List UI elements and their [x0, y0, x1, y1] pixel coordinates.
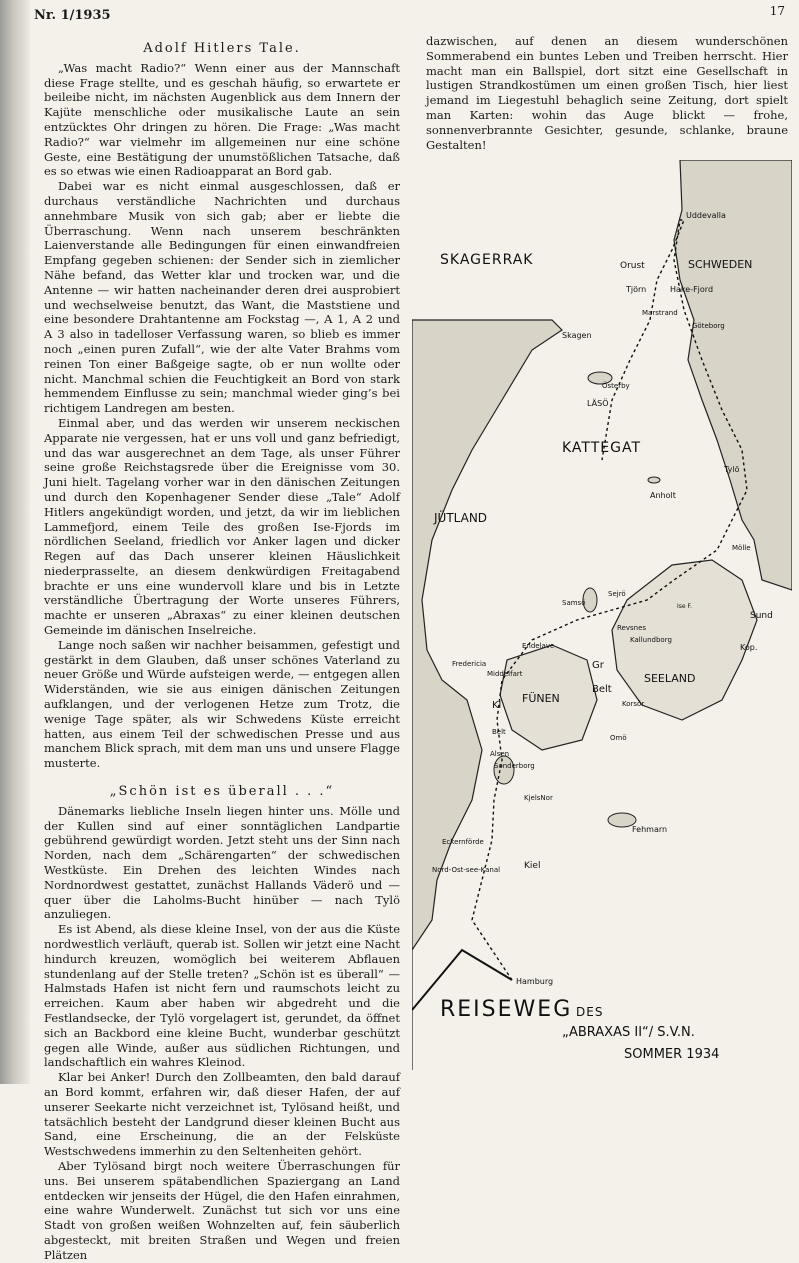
- place-eckernforde: Eckernförde: [442, 838, 484, 846]
- place-alsen: Alsen: [490, 750, 510, 758]
- map-caption-title: REISEWEG: [440, 997, 573, 1022]
- paragraph: Einmal aber, und das werden wir unserem neckischen Apparate nie vergessen, hat er uns voll und ganz befriedigt, und das war ausgerechnet an dem Tage, als unser Führer seine große Reichstagsrede über die Ereignisse vom 30. Juni hielt. Tagelang vorher war in den dänischen Zeitungen und durch den Kopenhagener Sender diese „Tale“ Adolf Hitlers angekündigt worden, und jetzt, da wir im lieblichen Lammefjord, einem Teile des großen Ise-Fjords im nördlichen Seeland, friedlich vor Anker lagen und dicker Regen auf das Dach unserer kleinen Häuslichkeit niederprasselte, an diesem denkwürdigen Freitagabend brachte er uns eine wundervoll klare und bis in Letzte verständliche Übertragung der Worte unseres Führers, machte er unseren „Abraxas“ zu einer kleinen deutschen Gemeinde im dänischen Inselreiche.: [44, 415, 400, 638]
- sweden-coastline: [674, 160, 792, 590]
- map-caption-vessel: „ABRAXAS II“/ S.V.N.: [562, 1025, 695, 1040]
- map-caption-date: SOMMER 1934: [624, 1047, 720, 1062]
- place-sund: Sund: [750, 611, 773, 621]
- place-fredericia: Fredericia: [452, 660, 487, 668]
- paragraph: „Was macht Radio?“ Wenn einer aus der Mannschaft diese Frage stellte, und es geschah häufig, so erwartete er beileibe nicht, im nächsten Augenblick aus dem Innern der Kajüte menschliche oder musikalische Laute an sein entzücktes Ohr dringen zu hören. Die Frage: „Was macht Radio?“ war vielmehr im allgemeinen nur eine schöne Geste, eine Bestätigung der unumstößlichen Tatsache, daß es so etwas wie einen Radioapparat an Bord gab.: [44, 60, 400, 179]
- place-korsor: Korsör: [622, 700, 645, 708]
- place-tylo: Tylö: [724, 465, 740, 474]
- place-anholt: Anholt: [650, 491, 676, 500]
- route-map-svg: [412, 160, 792, 1070]
- place-kop: Kop.: [740, 643, 758, 652]
- section-title: „Schön ist es überall . . .“: [109, 784, 335, 800]
- alsen-island: [494, 756, 514, 784]
- paragraph: Aber Tylösand birgt noch weitere Überraschungen für uns. Bei unserem spätabendlichen Spaziergang an Land entdecken wir jenseits der Hügel, die den Hafen einrahmen, eine wahre Wunderwelt. Zunächst tut sich vor uns eine Stadt von großen weißen Wohnzelten auf, fein säuberlich abgesteckt, mit breiten Straßen und Wegen und freien Plätzen: [44, 1158, 400, 1262]
- label-kattegat: KATTEGAT: [562, 440, 642, 456]
- place-goteborg: Göteborg: [692, 322, 725, 330]
- paragraph: Lange noch saßen wir nachher beisammen, gefestigt und gestärkt in dem Glauben, daß unser schönes Vaterland zu neuer Größe und Würde aufsteigen werde, — entgegen allen Widerständen, wie sie aus einigen dänischen Zeitungen aufklangen, und der verlogenen Hetze zum Trotz, die wenige Tage später, als wir Schwedens Küste erreicht hatten, aus einem Teil der schwedischen Presse und aus manchem Blick sprach, mit dem man uns und unsere Flagge musterte.: [44, 637, 400, 771]
- label-seeland: SEELAND: [644, 672, 696, 685]
- label-jutland: JÜTLAND: [434, 511, 488, 525]
- anholt-island: [648, 477, 660, 483]
- paragraph: Klar bei Anker! Durch den Zollbeamten, den bald darauf an Bord kommt, erfahren wir, daß dieser Hafen, der auf unserer Seekarte nicht verzeichnet ist, Tylösand heißt, und tatsächlich besteht der Landgrund dieser kleinen Bucht aus Sand, eine Erscheinung, die an der Felsküste Westschwedens immerhin zu den Seltenheiten gehört.: [44, 1070, 400, 1159]
- place-omo: Omö: [610, 734, 627, 742]
- place-orust: Orust: [620, 261, 645, 271]
- issue-number: Nr. 1/1935: [34, 8, 111, 23]
- place-fehmarn: Fehmarn: [632, 825, 668, 834]
- right-column-text: [426, 34, 788, 152]
- place-marstrand: Marstrand: [642, 309, 678, 317]
- page-binding-shadow: [0, 0, 30, 1084]
- place-osterby: Österby: [602, 382, 630, 390]
- paragraph: dazwischen, auf denen an diesem wunderschönen Sommerabend ein buntes Leben und Treiben herrscht. Hier macht man ein Ballspiel, dort sitzt eine Gesellschaft in lustigen Strandkostümen um einen großen Tisch, hier liest jemand im Liegestuhl behaglich seine Zeitung, dort spielt man Karten: wohin das Auge blickt — frohe, sonnenverbrannte Gesichter, gesunde, schlanke, braune Gestalten!: [426, 34, 788, 152]
- label-schweden: SCHWEDEN: [688, 258, 753, 271]
- article-title: Adolf Hitlers Tale.: [143, 41, 301, 56]
- place-kjelsnor: KjelsNor: [524, 794, 553, 802]
- paragraph: Dänemarks liebliche Inseln liegen hinter uns. Mölle und der Kullen sind auf einer sonntäglichen Landpartie gebührend gewürdigt worden. Jetzt steht uns der Sinn nach Norden, nach dem „Schärengarten“ der schwedischen Westküste. Ein Drehen des leichten Windes nach Nordnordwest gestattet, zunächst Hallands Väderö und — quer über die Laholms-Bucht hinüber — nach Tylö anzuliegen.: [44, 803, 400, 922]
- place-middelfart: Middelfart: [487, 670, 523, 678]
- place-sejro: Sejrö: [608, 590, 626, 598]
- place-kiel: Kiel: [524, 861, 541, 871]
- route-map: [412, 160, 792, 1070]
- place-gr: Gr: [592, 660, 604, 671]
- place-kl: Kl: [492, 700, 502, 711]
- paragraph: Dabei war es nicht einmal ausgeschlossen, daß er durchaus verständliche Nachrichten und durchaus annehmbare Musik von sich gab; aber er liebte die Überraschung. Wenn nach unserem beschränkten Laienverstande alle Bedingungen für einen einwandfreien Empfang gegeben schienen: der Sender sich in ziemlicher Nähe befand, das Wetter klar und trocken war, und die Antenne — wir hatten nacheinander deren drei ausprobiert und wechselweise benutzt, das Want, die Maststiene und eine besondere Drahtantenne am Fockstag —, A 1, A 2 und A 3 also in tadelloser Verfassung waren, so blieb es immer noch „einen puren Zufall“, wie der alte Vater Brahms vom reinen Ton einer Baßgeige sagte, ob er nun wollte oder nicht. Manchmal schien die Feuchtigkeit an Bord von stark hemmendem Einflusse zu sein; manchmal wieder ging’s bei richtigem Landregen am besten.: [44, 179, 400, 416]
- label-skagerrak: SKAGERRAK: [440, 252, 534, 268]
- left-column: [44, 34, 400, 1263]
- place-tjorn: Tjörn: [626, 285, 647, 294]
- place-laso: LÄSÖ: [587, 399, 609, 408]
- label-fuenen: FÜNEN: [522, 692, 560, 705]
- place-endelave: Endelave: [522, 642, 555, 650]
- place-molle: Mölle: [732, 544, 751, 552]
- place-revsnes: Revsnes: [617, 624, 647, 632]
- place-ise-f: Ise F.: [677, 603, 692, 610]
- place-nord-ostsee: Nord-Ost-see-Kanal: [432, 866, 501, 874]
- place-hamburg: Hamburg: [516, 977, 554, 986]
- place-belt: Belt: [592, 684, 612, 695]
- place-skagen: Skagen: [562, 331, 592, 340]
- place-samso: Samsö: [562, 599, 586, 607]
- place-belt-small: Belt: [492, 728, 506, 736]
- place-uddevalla: Uddevalla: [686, 211, 726, 220]
- page-number: 17: [769, 4, 785, 18]
- paragraph: Es ist Abend, als diese kleine Insel, von der aus die Küste nordwestlich verläuft, querab ist. Sollen wir jetzt eine Nacht hindurch kreuzen, womöglich bei weiterem Abflauen stundenlang auf der Stelle treten? „Schön ist es überall“ — Halmstads Hafen ist nicht fern und raumschots leicht zu erreichen. Kaum aber haben wir abgedreht und die Festlandsecke, der Tylö vorgelagert ist, gerundet, da öffnet sich an Backbord eine kleine Bucht, wunderbar geschützt gegen alle Winde, außer aus südlichen Richtungen, und landschaftlich ein wahres Kleinod.: [44, 922, 400, 1070]
- map-caption-des: DES: [576, 1005, 604, 1019]
- place-hake-fjord: Hake-Fjord: [670, 285, 714, 294]
- place-sonderborg: Sonderborg: [494, 762, 535, 770]
- place-kallundborg: Kallundborg: [630, 636, 672, 644]
